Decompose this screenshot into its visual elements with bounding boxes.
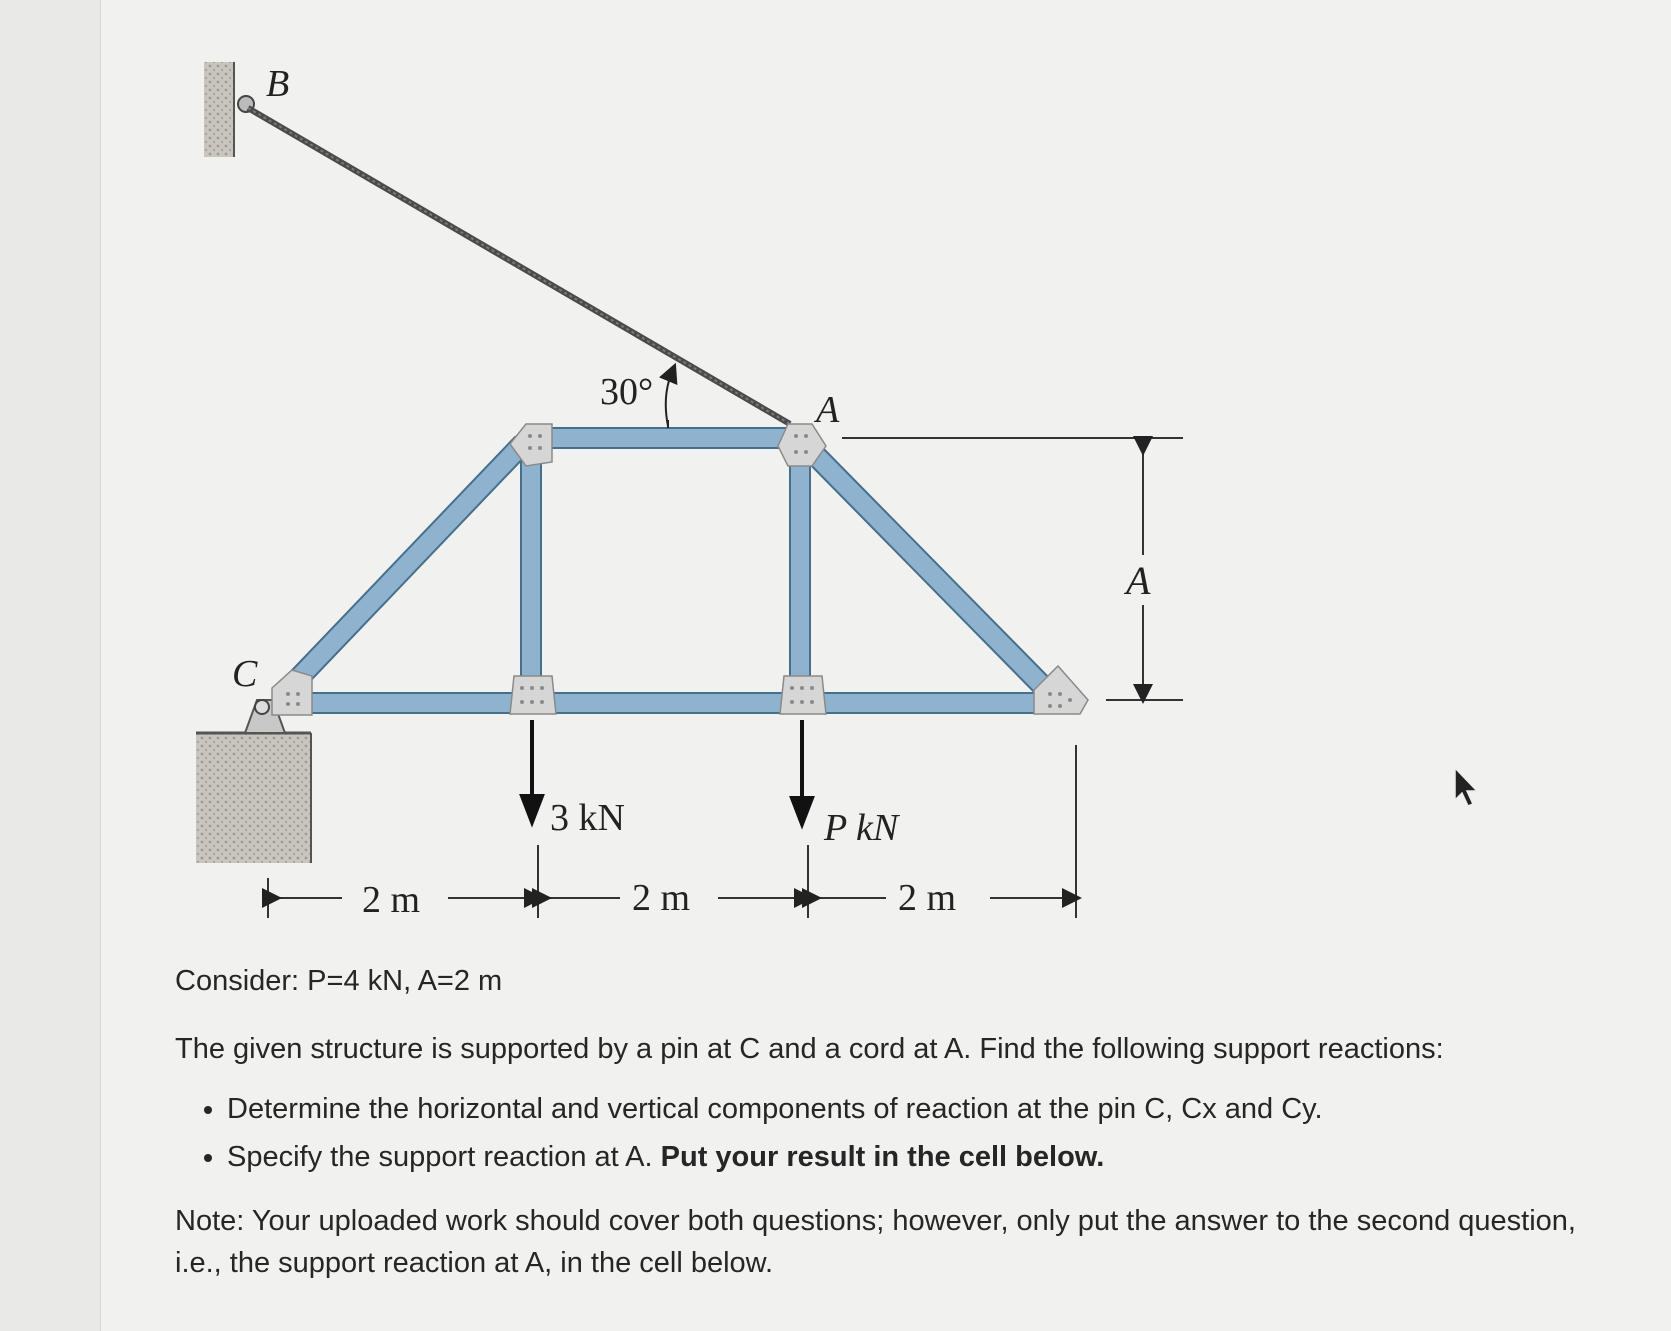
label-load-p: P kN [824,807,899,849]
member-vertical-right [790,448,810,693]
label-c: C [232,653,258,695]
task-list [175,1088,1615,1178]
label-load-3kn: 3 kN [550,797,625,839]
gusset-bottom-mid-right [780,676,826,714]
given-values: Consider: P=4 kN, A=2 m [175,965,503,997]
label-angle: 30° [600,371,654,413]
ground-support-c [196,700,311,863]
gusset-bottom-mid-left [510,676,556,714]
member-vertical-left [521,448,541,693]
task-item-1: • Determine the horizontal and vertical components of reaction at the pin C, Cx and Cy. [227,1088,1615,1130]
mouse-cursor-icon [1455,768,1477,806]
member-diagonal-right [797,437,1057,700]
angle-arc [666,372,672,426]
member-diagonal-left [277,437,530,700]
truss-members [277,428,1057,713]
wall-support-b [204,62,254,157]
task-item-2-text: Specify the support reaction at A. [227,1141,653,1174]
member-bottom-chord [282,693,1052,713]
question-text [175,960,1615,1284]
label-span-3: 2 m [898,877,957,919]
task-item-2-instruction: Put your result in the cell below. [660,1141,1105,1174]
label-a-joint: A [816,389,840,431]
label-span-2: 2 m [632,877,691,919]
task-item-2 [227,1136,1615,1178]
label-span-1: 2 m [362,879,421,921]
gusset-c [272,670,312,715]
note-text: Note: Your uploaded work should cover both questions; however, only put the answer to the second question, i.e., the support reaction at A, in the cell below. [175,1205,1576,1280]
problem-statement: The given structure is supported by a pin at C and a cord at A. Find the following support reactions: [175,1033,1444,1066]
label-a-dimension: A [1126,558,1151,603]
member-top-chord [540,428,800,448]
label-b: B [266,63,290,105]
